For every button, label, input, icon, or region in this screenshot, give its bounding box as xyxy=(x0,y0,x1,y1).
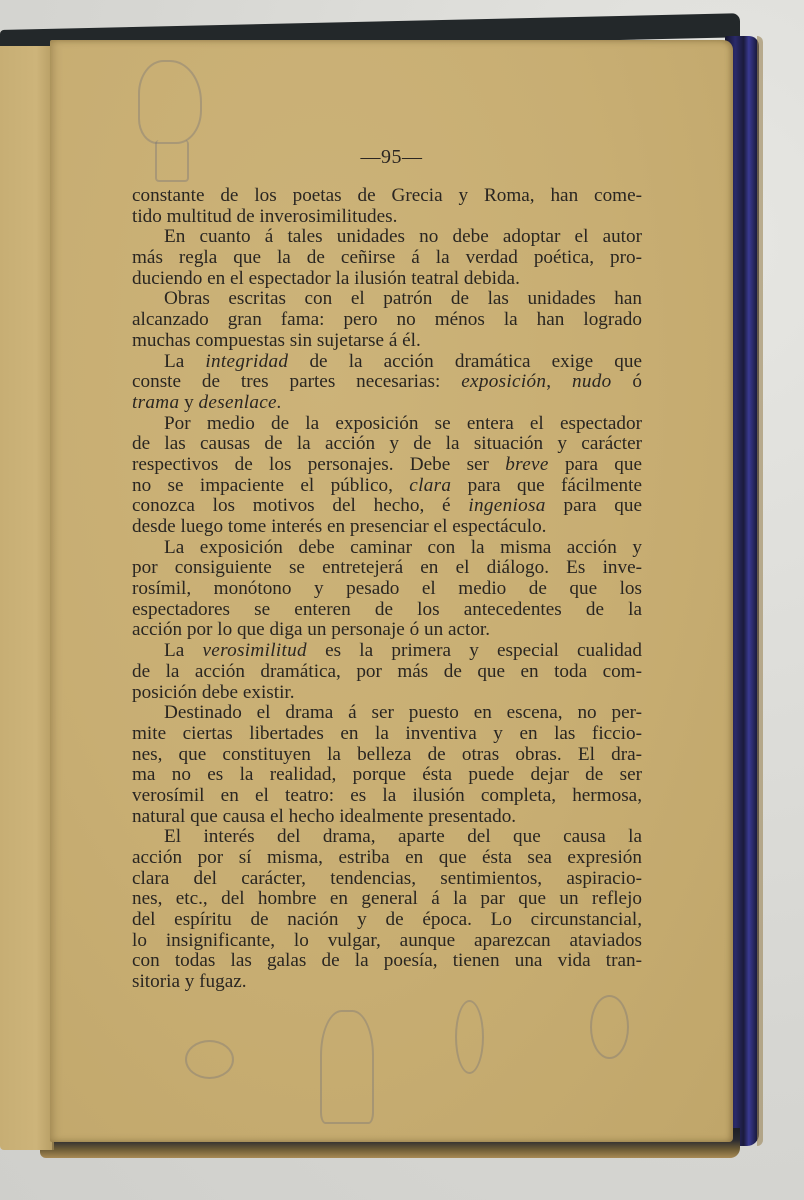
pencil-sketch-swirl xyxy=(185,1040,234,1079)
text-run: posición debe existir. xyxy=(132,681,295,703)
text-run: rosímil, monótono y pesado el medio de que los xyxy=(132,578,642,600)
text-line xyxy=(132,372,642,393)
text-run: por consiguiente se entretejerá en el diálogo. Es inve- xyxy=(132,557,642,579)
text-run: sitoria y fugaz. xyxy=(132,971,247,993)
text-line xyxy=(132,807,642,828)
text-run: conozca los motivos del hecho, é xyxy=(132,495,469,517)
italic-term: ingeniosa xyxy=(468,495,546,517)
text-line xyxy=(132,227,642,248)
text-run: , xyxy=(546,371,572,393)
text-line xyxy=(132,827,642,848)
italic-term: breve xyxy=(505,453,549,475)
text-run: acción por sí misma, estriba en que ésta sea expresión xyxy=(132,847,642,868)
text-line xyxy=(132,662,642,683)
text-run: acción por lo que diga un personaje ó un actor. xyxy=(132,619,491,641)
facing-page-edge xyxy=(0,46,54,1150)
italic-term: nudo xyxy=(571,371,612,393)
text-run: nes, etc., del hombre en general á la par que un reflejo xyxy=(132,888,642,910)
text-run: de la acción dramática exige que xyxy=(288,350,642,372)
text-line xyxy=(132,496,642,517)
text-run: conste de tres partes necesarias: xyxy=(132,371,462,393)
text-line xyxy=(132,331,642,352)
text-line xyxy=(132,600,642,621)
pencil-sketch-figure xyxy=(320,1010,374,1124)
text-line xyxy=(132,207,642,228)
text-line xyxy=(132,414,642,435)
italic-term: trama xyxy=(132,391,180,413)
italic-term: clara xyxy=(409,474,452,496)
text-run: ó xyxy=(611,371,643,393)
text-line xyxy=(132,765,642,786)
text-run: de la acción dramática, por más de que en toda com- xyxy=(132,660,642,682)
text-line xyxy=(132,476,642,497)
text-run: clara del carácter, tendencias, sentimientos, aspiracio- xyxy=(132,867,642,889)
text-line xyxy=(132,620,642,641)
text-run: Por medio de la exposición se entera el espectador xyxy=(164,412,642,434)
text-run: es la primera y especial cualidad xyxy=(306,640,642,662)
text-line xyxy=(132,352,642,373)
text-run: La xyxy=(164,350,206,372)
text-run: mite ciertas libertades en la inventiva y en las ficcio- xyxy=(132,722,642,744)
text-run: La exposición debe caminar con la misma acción y xyxy=(164,536,642,558)
italic-term: exposición xyxy=(461,371,547,393)
text-line xyxy=(132,393,642,414)
text-run: lo insignificante, lo vulgar, aunque aparezcan ataviados xyxy=(132,929,642,951)
text-line xyxy=(132,579,642,600)
text-run: tido multitud de inverosimilitudes. xyxy=(132,205,398,227)
text-line xyxy=(132,869,642,890)
text-run: muchas compuestas sin sujetarse á él. xyxy=(132,329,421,351)
text-line xyxy=(132,186,642,207)
body-text xyxy=(132,186,642,993)
text-line xyxy=(132,269,642,290)
text-run: desde luego tome interés en presenciar el espectáculo. xyxy=(132,516,547,537)
text-run: alcanzado gran fama: pero no ménos la han logrado xyxy=(132,309,642,331)
text-line xyxy=(132,786,642,807)
text-run: constante de los poetas de Grecia y Roma, han come- xyxy=(132,185,642,206)
pencil-sketch-arm xyxy=(455,1000,484,1074)
text-run: verosímil en el teatro: es la ilusión completa, hermosa, xyxy=(132,784,642,806)
text-line xyxy=(132,289,642,310)
text-run: nes, que constituyen la belleza de otras obras. El dra- xyxy=(132,743,642,765)
text-run: ma no es la realidad, porque ésta puede dejar de ser xyxy=(132,764,642,786)
text-run: La xyxy=(164,640,203,662)
text-line xyxy=(132,538,642,559)
text-run: más regla que la de ceñirse á la verdad poética, pro- xyxy=(132,247,642,269)
text-run: para que xyxy=(545,495,642,517)
text-run: del espíritu de nación y de época. Lo circunstancial, xyxy=(132,909,642,931)
text-line xyxy=(132,951,642,972)
italic-term: verosimilitud xyxy=(202,640,307,662)
text-run: y xyxy=(179,391,199,413)
text-line xyxy=(132,724,642,745)
text-run: espectadores se enteren de los antecedentes de la xyxy=(132,598,642,620)
text-run: respectivos de los personajes. Debe ser xyxy=(132,453,506,475)
text-line xyxy=(132,889,642,910)
text-line xyxy=(132,517,642,538)
text-line xyxy=(132,848,642,869)
text-run: El interés del drama, aparte del que causa la xyxy=(164,826,642,848)
page-number: —95— xyxy=(360,146,423,168)
text-run: para que xyxy=(548,453,642,475)
text-run: Destinado el drama á ser puesto en escena, no per- xyxy=(164,702,642,724)
text-run: con todas las galas de la poesía, tienen una vida tran- xyxy=(132,950,642,972)
text-line xyxy=(132,910,642,931)
text-run: En cuanto á tales unidades no debe adoptar el autor xyxy=(164,226,642,248)
text-run: Obras escritas con el patrón de las unidades han xyxy=(164,288,642,310)
text-run: natural que causa el hecho idealmente presentado. xyxy=(132,805,517,827)
text-line xyxy=(132,931,642,952)
text-line xyxy=(132,641,642,662)
text-run: no se impaciente el público, xyxy=(132,474,410,496)
text-line xyxy=(132,434,642,455)
text-line xyxy=(132,455,642,476)
pencil-sketch-head xyxy=(138,60,202,144)
text-line xyxy=(132,248,642,269)
book-page xyxy=(50,40,733,1142)
text-line xyxy=(132,745,642,766)
italic-term: integridad xyxy=(205,350,289,372)
text-run: para que fácilmente xyxy=(451,474,642,496)
text-run: duciendo en el espectador la ilusión teatral debida. xyxy=(132,267,520,289)
pencil-sketch-hand xyxy=(590,995,629,1059)
text-run: de las causas de la acción y de la situación y carácter xyxy=(132,433,642,455)
text-line xyxy=(132,703,642,724)
text-line xyxy=(132,310,642,331)
italic-term: desenlace. xyxy=(198,391,282,413)
text-line xyxy=(132,972,642,993)
text-line xyxy=(132,683,642,704)
text-line xyxy=(132,558,642,579)
